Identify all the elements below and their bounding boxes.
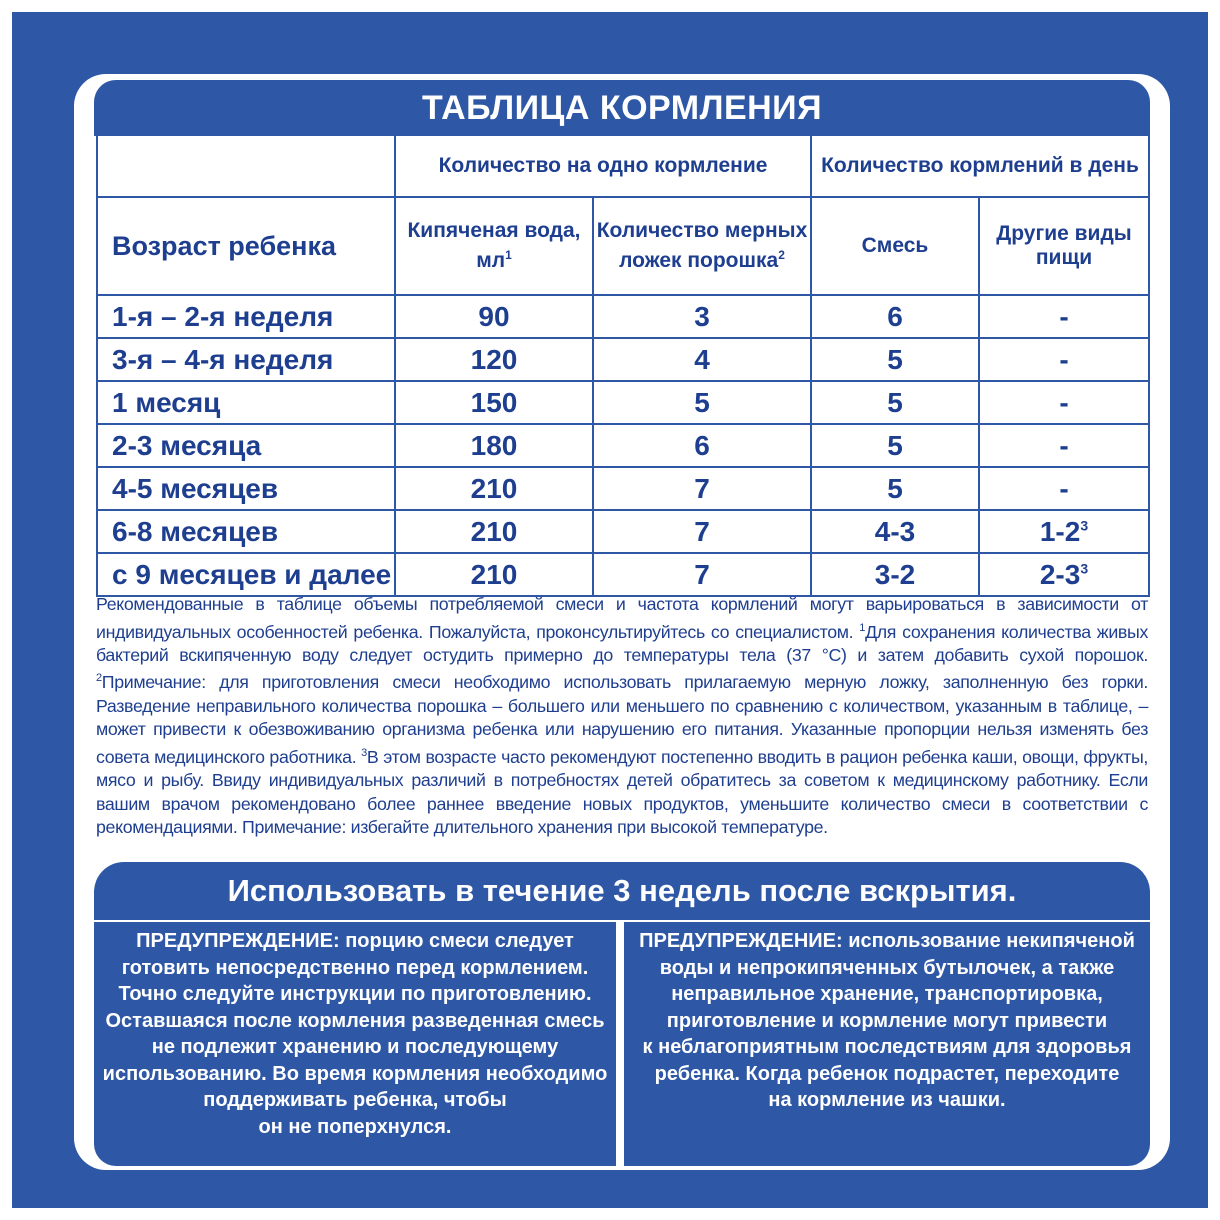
cell-other-food: - (979, 467, 1149, 510)
cell-formula: 3-2 (811, 553, 979, 596)
cell-age: 1-я – 2-я неделя (97, 295, 395, 338)
warning-line: неправильное хранение, транспортировка, (671, 983, 1103, 1005)
cell-age: 2-3 месяца (97, 424, 395, 467)
column-header-other-food: Другие виды пищи (979, 197, 1149, 295)
cell-age: с 9 месяцев и далее (97, 553, 395, 596)
cell-other-food: - (979, 338, 1149, 381)
cell-formula: 6 (811, 295, 979, 338)
column-header-spoons: Количество мерных ложек порошка$^2$ (593, 197, 811, 295)
cell-water: 180 (395, 424, 593, 467)
warning-line: ПРЕДУПРЕЖДЕНИЕ: порцию смеси следует (136, 930, 574, 952)
cell-water: 90 (395, 295, 593, 338)
cell-formula: 5 (811, 424, 979, 467)
group-header-per-day: Количество кормлений в день (811, 135, 1149, 197)
cell-other-food: - (979, 295, 1149, 338)
cell-formula: 5 (811, 381, 979, 424)
warning-box-right (624, 922, 1150, 1166)
cell-water: 210 (395, 553, 593, 596)
package-panel (12, 12, 1208, 1208)
table-column-header-row (97, 197, 1149, 295)
cell-age: 3-я – 4-я неделя (97, 338, 395, 381)
table-row (97, 381, 1149, 424)
cell-water: 150 (395, 381, 593, 424)
warning-line: воды и непрокипяченных бутылочек, а также (659, 956, 1115, 979)
column-header-age: Возраст ребенка (97, 197, 395, 295)
group-header-per-feeding: Количество на одно кормление (395, 135, 811, 197)
footnotes-paragraph: Рекомендованные в таблице объемы потребляемой смеси и частота кормлений могут варьироваться в зависимости от индивидуальных особенностей ребенка. Пожалуйста, проконсультируйтесь со специалистом. $^1$Для сохранения количества живых бактерий вскипяченную воду следует остудить примерно до температуры тела (37 °C) и затем добавить сухой порошок. $^2$Примечание: для приготовления смеси необходимо использовать прилагаемую мерную ложку, заполненную без горки. Разведение неправильного количества порошка – большего или меньшего по сравнению с количеством, указанным в таблице, – может привести к обезвоживанию организма ребенка или нарушению его питания. Указанные пропорции нельзя изменять без совета медицинского работника. $^3$В этом возрасте часто рекомендуют постепенно вводить в рацион ребенка каши, овощи, фрукты, мясо и рыбу. Ввиду индивидуальных различий в потребностях детей обратитесь за советом к медицинскому работнику. Если вашим врачом рекомендовано более раннее введение новых продуктов, уменьшите количество смеси в соответствии с рекомендациями. Примечание: избегайте длительного хранения при высокой температуре. (96, 594, 1148, 838)
table-row (97, 338, 1149, 381)
warning-box-left (94, 922, 616, 1166)
cell-age: 6-8 месяцев (97, 510, 395, 553)
warning-line: Точно следуйте инструкции по приготовлению. (118, 983, 592, 1005)
cell-water: 120 (395, 338, 593, 381)
warning-line: приготовление и кормление могут привести (666, 1009, 1108, 1032)
cell-formula: 5 (811, 467, 979, 510)
warning-line: использованию. Во время кормления необходимо (102, 1062, 608, 1085)
table-row (97, 467, 1149, 510)
warning-line: к неблагоприятным последствиям для здоровья (642, 1036, 1132, 1058)
cell-formula: 5 (811, 338, 979, 381)
cell-other-food: - (979, 424, 1149, 467)
cell-spoons: 5 (593, 381, 811, 424)
cell-formula: 4-3 (811, 510, 979, 553)
cell-age: 4-5 месяцев (97, 467, 395, 510)
table-group-header-row (97, 135, 1149, 197)
warning-line: на кормление из чашки. (768, 1089, 1006, 1111)
cell-spoons: 7 (593, 467, 811, 510)
column-header-formula: Смесь (811, 197, 979, 295)
use-within-banner: Использовать в течение 3 недель после вскрытия. (94, 862, 1150, 920)
cell-water: 210 (395, 467, 593, 510)
content-card (74, 74, 1170, 1170)
cell-spoons: 3 (593, 295, 811, 338)
feeding-table-title: ТАБЛИЦА КОРМЛЕНИЯ (94, 80, 1150, 136)
cell-age: 1 месяц (97, 381, 395, 424)
cell-spoons: 7 (593, 510, 811, 553)
column-header-water: Кипяченая вода, $мл^1$ (395, 197, 593, 295)
warning-line: готовить непосредственно перед кормлением. (121, 956, 589, 979)
cell-spoons: 6 (593, 424, 811, 467)
warning-line: ребенка. Когда ребенок подрастет, переходите (654, 1062, 1120, 1085)
table-row (97, 510, 1149, 553)
cell-other-food: $2-3^3$ (979, 553, 1149, 596)
feeding-table (96, 134, 1150, 597)
table-row (97, 295, 1149, 338)
warning-line: не подлежит хранению и последующему (151, 1036, 559, 1058)
warning-line: он не поперхнулся. (258, 1115, 452, 1138)
warning-line: Оставшаяся после кормления разведенная смесь (105, 1009, 605, 1032)
table-row (97, 553, 1149, 596)
warning-line: поддерживать ребенка, чтобы (203, 1089, 507, 1111)
table-row (97, 424, 1149, 467)
cell-water: 210 (395, 510, 593, 553)
cell-other-food: $1-2^3$ (979, 510, 1149, 553)
cell-spoons: 7 (593, 553, 811, 596)
cell-spoons: 4 (593, 338, 811, 381)
empty-header-cell (97, 135, 395, 197)
cell-other-food: - (979, 381, 1149, 424)
warning-line: ПРЕДУПРЕЖДЕНИЕ: использование некипяченой (639, 930, 1135, 952)
